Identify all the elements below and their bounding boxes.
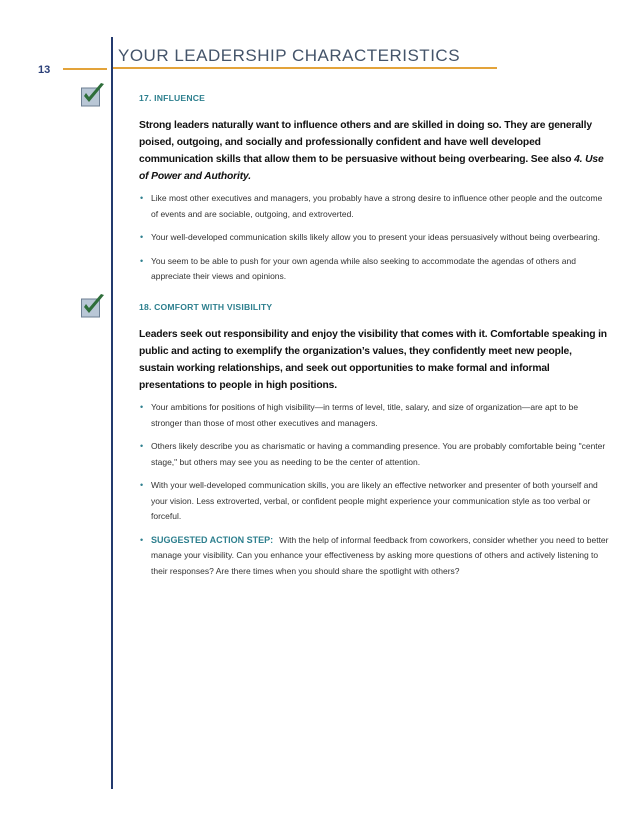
section-influence (139, 93, 609, 293)
section-intro: Leaders seek out responsibility and enjoy the visibility that comes with it. Comfortable speaking in public and acting to exemplify the organization’s values, they confidently meet new people, sustain working relationships, and seek out opportunities to make formal and informal presentations to people in high positions. (139, 329, 607, 391)
section-heading: 17. INFLUENCE (139, 93, 206, 103)
list-item-text: With your well-developed communication skills, you are likely an effective networker and presenter of both yourself and your vision. Less extroverted, verbal, or confident people might experience your communication style as too verbal or forceful. (151, 480, 598, 521)
page-number-rule (63, 68, 107, 70)
action-step-label: SUGGESTED ACTION STEP: (151, 534, 274, 545)
list-item (139, 191, 609, 222)
list-item-text: You seem to be able to push for your own agenda while also seeking to accommodate the agendas of others and appreciate their views and opinions. (151, 255, 576, 281)
list-item (139, 254, 609, 285)
intro-text: Strong leaders naturally want to influence others and are skilled in doing so. They are generally poised, outgoing, and socially and professionally confident and have well developed communication skills that allow them to be persuasive without being overbearing. See also (139, 120, 592, 165)
bullet-icon: • (140, 441, 144, 451)
bullet-icon: • (140, 480, 144, 490)
section-comfort-with-visibility (139, 302, 609, 587)
checkbox-checked-icon (80, 293, 106, 319)
bullet-icon: • (140, 255, 144, 266)
section-heading: 18. COMFORT WITH VISIBILITY (139, 302, 273, 312)
list-item-text: Like most other executives and managers, you probably have a strong desire to influence other people and the outcome of events and are sociable, outgoing, and extroverted. (151, 193, 603, 219)
margin-rule (111, 37, 113, 789)
page-title: YOUR LEADERSHIP CHARACTERISTICS (118, 46, 461, 65)
list-item (139, 439, 609, 470)
intro-reference: 4. Use of Power and Authority. (139, 154, 604, 182)
list-item (139, 400, 609, 431)
title-rule (113, 67, 497, 69)
bullet-icon: • (140, 534, 144, 545)
list-item (139, 230, 609, 246)
bullet-list (139, 400, 609, 579)
bullet-list (139, 191, 609, 285)
action-step-text: With the help of informal feedback from coworkers, consider whether you need to better manage your visibility. Can you enhance your effectiveness by asking more questions of others and actively listening to their responses? Are there times when you should share the spotlight with others? (151, 534, 609, 576)
section-intro (139, 117, 609, 185)
bullet-icon: • (140, 232, 144, 242)
action-step-item (139, 533, 609, 580)
list-item-text: Your well-developed communication skills likely allow you to present your ideas persuasively without being overbearing. (151, 232, 601, 242)
checkbox-checked-icon (80, 82, 106, 108)
page-number: 13 (38, 64, 51, 76)
list-item-text: Others likely describe you as charismatic or having a commanding presence. You are probably comfortable being "center stage," but others may see you as needing to be the center of attention. (151, 441, 606, 467)
bullet-icon: • (140, 193, 144, 203)
list-item (139, 478, 609, 525)
list-item-text: Your ambitions for positions of high visibility—in terms of level, title, salary, and size of organization—are apt to be stronger than those of most other executives and managers. (151, 402, 579, 428)
bullet-icon: • (140, 402, 144, 412)
